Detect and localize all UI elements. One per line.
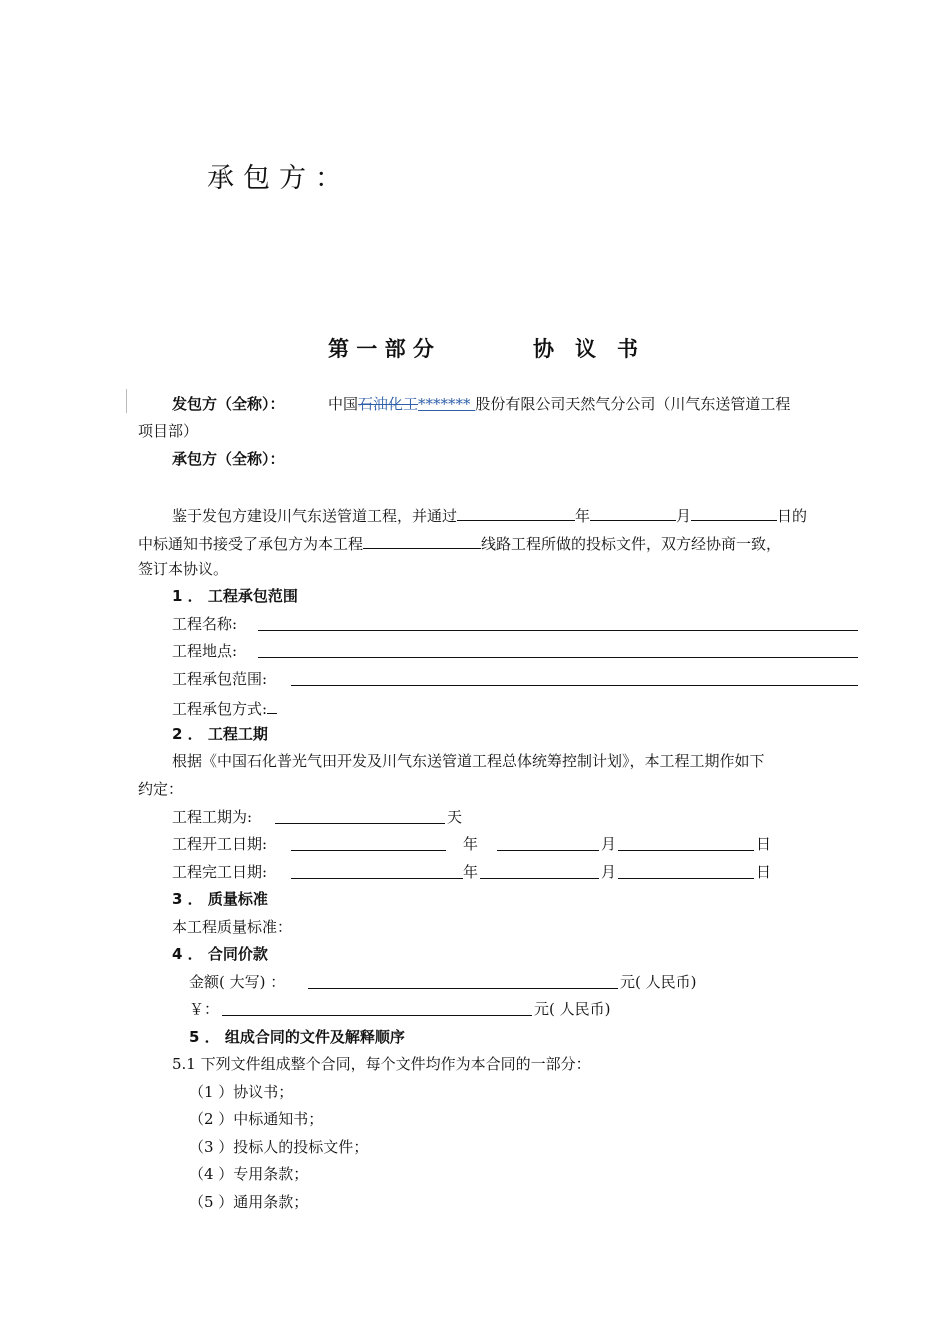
start-month-input[interactable] — [497, 834, 599, 851]
start-year-unit: 年 — [463, 835, 479, 853]
contract-method-input[interactable] — [267, 697, 277, 714]
amount-yen-label: ￥： — [189, 1000, 220, 1018]
start-day-unit: 日 — [756, 835, 772, 853]
list-item: （4 ）专用条款； — [189, 1165, 309, 1183]
start-date-label: 工程开工日期: — [172, 835, 268, 853]
section2-heading: 2 ． 工程工期 — [172, 725, 268, 743]
end-date-label: 工程完工日期: — [172, 863, 268, 881]
start-month-unit: 月 — [601, 835, 617, 853]
employer-name-line2: 项目部） — [138, 422, 199, 440]
employer-name-prefix: 中国 — [328, 395, 359, 413]
employer-name-deleted: 石油化工 — [358, 395, 419, 413]
end-year-unit: 年 — [463, 863, 479, 881]
end-year-input[interactable] — [291, 862, 463, 879]
contract-method-row — [172, 697, 277, 719]
part-title: 第 一 部 分 — [328, 337, 434, 361]
project-location-label: 工程地点: — [172, 642, 238, 660]
amount-words-unit: 元( 人民币) — [620, 973, 697, 991]
agreement-title: 协 议 书 — [533, 337, 638, 361]
start-year-input[interactable] — [291, 834, 446, 851]
employer-label: 发包方（全称）： — [172, 395, 285, 413]
duration-days: 天 — [447, 808, 463, 826]
quality-standard-label: 本工程质量标准： — [172, 918, 293, 936]
employer-name-inserted: ******* — [418, 395, 471, 413]
intro-month: 月 — [676, 507, 692, 525]
amount-words-label: 金额( 大写) ： — [189, 973, 286, 991]
bid-year-blank[interactable] — [457, 504, 575, 521]
amount-yen-unit: 元( 人民币) — [534, 1000, 611, 1018]
contract-method-label: 工程承包方式: — [172, 700, 268, 718]
bid-day-blank[interactable] — [691, 504, 777, 521]
section5-sub: 5.1 下列文件组成整个合同，每个文件均作为本合同的一部分： — [172, 1055, 591, 1073]
intro-text1: 鉴于发包方建设川气东送管道工程，并通过 — [172, 507, 458, 525]
end-month-input[interactable] — [480, 862, 599, 879]
intro-text3: 线路工程所做的投标文件，双方经协商一致， — [481, 535, 782, 553]
cover-contractor-label: 承包方： — [207, 163, 351, 194]
duration-label: 工程工期为: — [172, 808, 253, 826]
section4-heading: 4 ． 合同价款 — [172, 945, 268, 963]
end-month-unit: 月 — [601, 863, 617, 881]
list-item: （2 ）中标通知书； — [189, 1110, 324, 1128]
project-name-input[interactable] — [258, 614, 858, 631]
project-name-blank[interactable] — [363, 532, 481, 549]
amount-yen-input[interactable] — [222, 999, 532, 1016]
end-day-unit: 日 — [756, 863, 772, 881]
schedule-text1: 根据《中国石化普光气田开发及川气东送管道工程总体统筹控制计划》，本工程工期作如下 — [172, 752, 765, 770]
bid-month-blank[interactable] — [590, 504, 676, 521]
intro-year: 年 — [575, 507, 591, 525]
project-name-row — [172, 614, 237, 634]
schedule-text2: 约定： — [138, 780, 184, 798]
project-location-input[interactable] — [258, 641, 858, 658]
section1-heading: 1 ． 工程承包范围 — [172, 587, 298, 605]
intro-line1 — [172, 504, 807, 526]
intro-text2: 中标通知书接受了承包方为本工程 — [138, 535, 364, 553]
section3-heading: 3 ． 质量标准 — [172, 890, 268, 908]
employer-name — [328, 394, 790, 414]
intro-day: 日的 — [777, 507, 808, 525]
list-item: （1 ）协议书； — [189, 1083, 294, 1101]
contractor-label: 承包方（全称）： — [172, 450, 285, 468]
revision-bar — [126, 389, 127, 413]
list-item: （3 ）投标人的投标文件； — [189, 1138, 369, 1156]
intro-line3: 签订本协议。 — [138, 560, 229, 578]
employer-name-suffix: 股份有限公司天然气分公司（川气东送管道工程 — [475, 395, 791, 413]
end-day-input[interactable] — [618, 862, 754, 879]
intro-line2 — [138, 532, 781, 554]
start-day-input[interactable] — [618, 834, 754, 851]
section5-heading: 5 ． 组成合同的文件及解释顺序 — [189, 1028, 405, 1046]
amount-words-input[interactable] — [308, 972, 618, 989]
project-scope-label: 工程承包范围: — [172, 670, 268, 688]
duration-input[interactable] — [275, 807, 445, 824]
project-scope-input[interactable] — [291, 669, 858, 686]
list-item: （5 ）通用条款； — [189, 1193, 309, 1211]
project-name-label: 工程名称: — [172, 615, 238, 633]
